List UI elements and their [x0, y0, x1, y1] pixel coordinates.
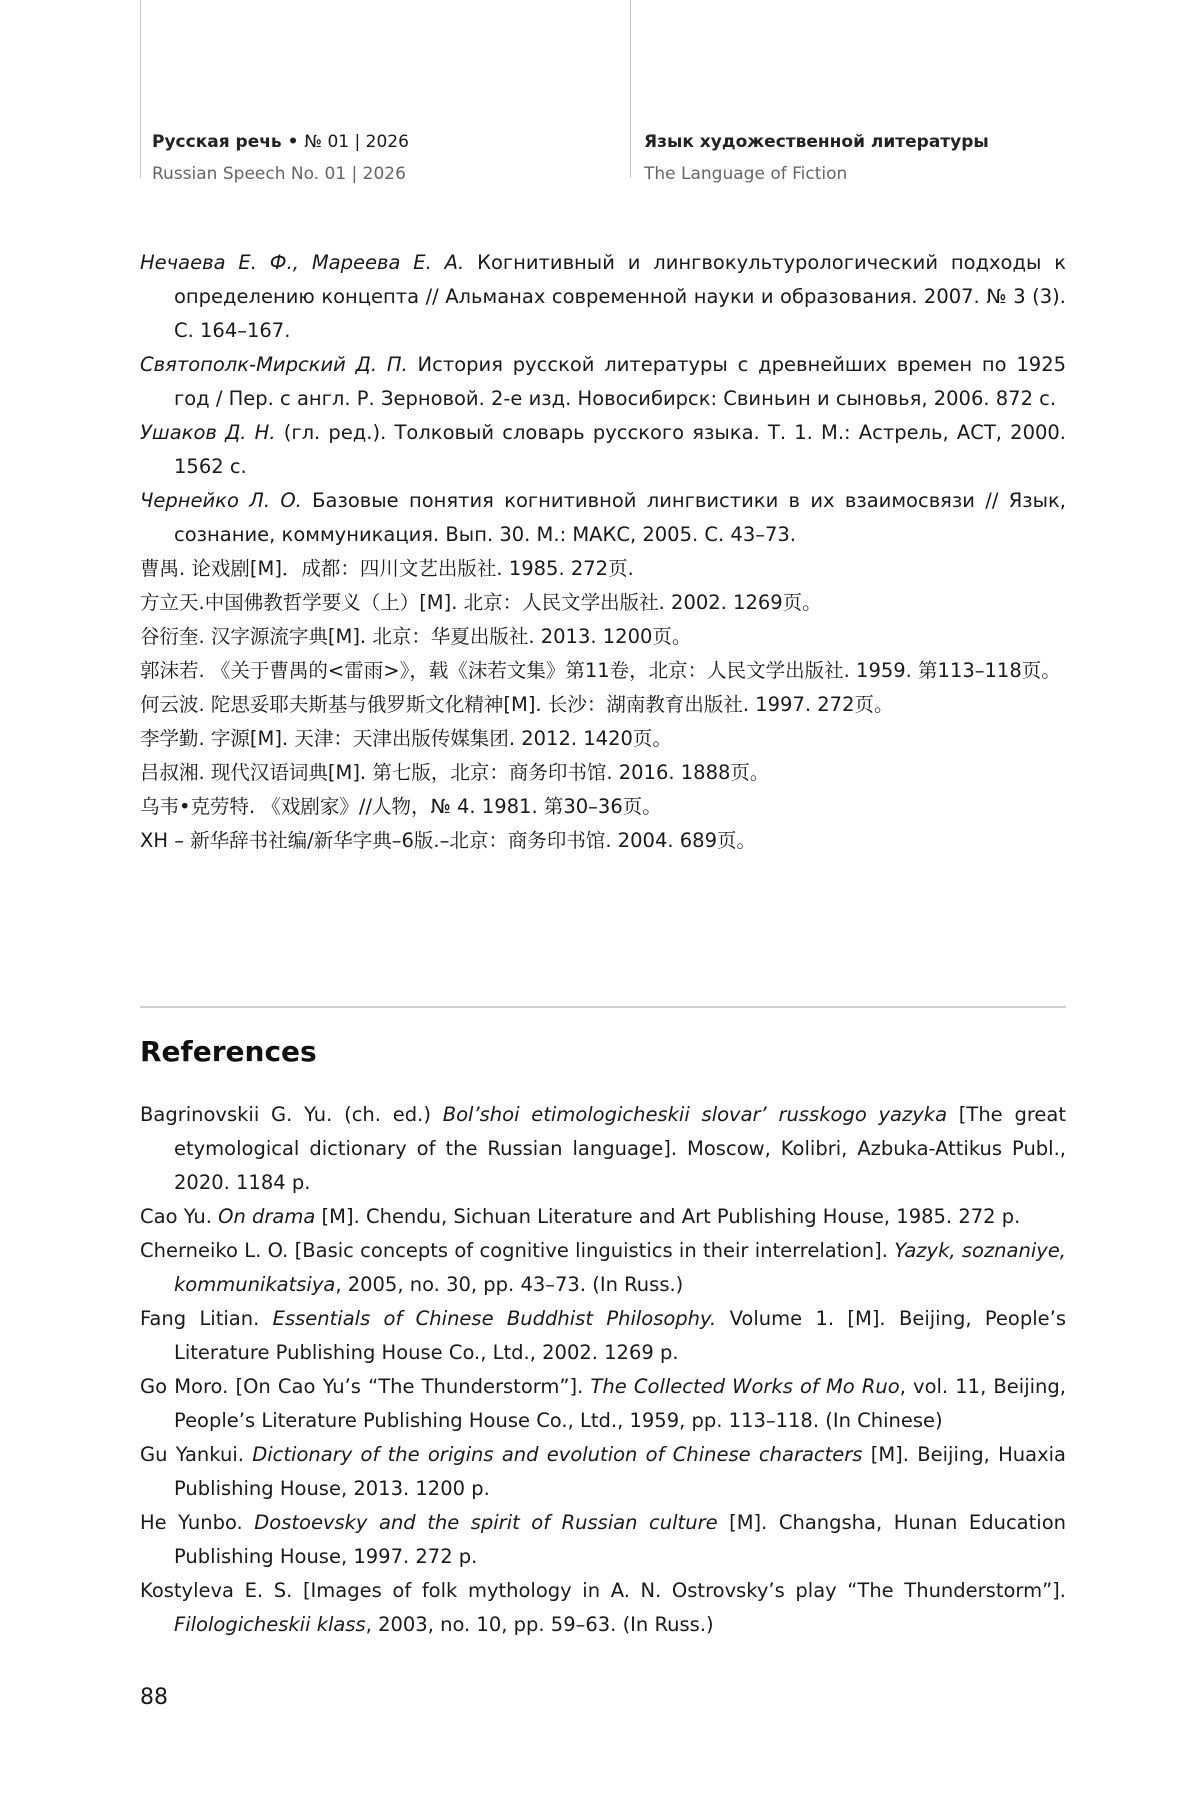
bibliography-entry: XH – 新华辞书社编/新华字典–6版.–北京：商务印书馆. 2004. 689页。 [140, 829, 756, 852]
reference-entry: Cherneiko L. O. [Basic concepts of cognitive linguistics in their interrelation]. Yazyk, soznaniye, kommunikatsiya, 2005, no. 30, pp. 43–73. (In Russ.) [140, 1239, 1066, 1296]
bibliography-entry: Святополк-Мирский Д. П. История русской литературы с древнейших времен по 1925 год / Пер. с англ. Р. Зерновой. 2-е изд. Новосибирск: Свиньин и сыновья, 2006. 872 с. [140, 353, 1067, 410]
journal-title-en: Russian Speech No. 01 | 2026 [152, 164, 406, 184]
bibliography-entry: 方立天.中国佛教哲学要义（上）[M]. 北京：人民文学出版社. 2002. 1269页。 [140, 591, 822, 614]
reference-entry: Go Moro. [On Cao Yu’s “The Thunderstorm”]. The Collected Works of Mo Ruo, vol. 11, Beijing, People’s Literature Publishing House Co., Ltd., 1959, pp. 113–118. (In Chinese) [140, 1375, 1066, 1432]
section-name-en: The Language of Fiction [644, 164, 848, 184]
header-right-rule [630, 0, 631, 178]
russian-bibliography [140, 246, 1066, 858]
journal-title: Русская речь [152, 132, 282, 152]
bibliography-entry: 谷衍奎. 汉字源流字典[M]. 北京：华夏出版社. 2013. 1200页。 [140, 625, 692, 648]
running-header-right [644, 126, 989, 190]
bibliography-entry: 吕叔湘. 现代汉语词典[M]. 第七版，北京：商务印书馆. 2016. 1888页。 [140, 761, 770, 784]
bibliography-entry: Чернейко Л. О. Базовые понятия когнитивной лингвистики в их взаимосвязи // Язык, сознание, коммуникация. Вып. 30. М.: МАКС, 2005. С. 43–73. [140, 489, 1066, 546]
references-heading: References [140, 1035, 317, 1068]
reference-entry: He Yunbo. Dostoevsky and the spirit of Russian culture [M]. Changsha, Hunan Education Publishing House, 1997. 272 p. [140, 1511, 1066, 1568]
english-references [140, 1098, 1066, 1642]
bibliography-entry: Нечаева Е. Ф., Мареева Е. А. Когнитивный и лингвокультурологический подходы к определению концепта // Альманах современной науки и образования. 2007. № 3 (3). С. 164–167. [140, 251, 1066, 342]
section-name: Язык художественной литературы [644, 132, 989, 152]
bibliography-entry: 李学勤. 字源[M]. 天津：天津出版传媒集团. 2012. 1420页。 [140, 727, 672, 750]
reference-entry: Fang Litian. Essentials of Chinese Buddhist Philosophy. Volume 1. [M]. Beijing, People’s Literature Publishing House Co., Ltd., 2002. 1269 p. [140, 1307, 1066, 1364]
reference-entry: Bagrinovskii G. Yu. (ch. ed.) Bol’shoi etimologicheskii slovar’ russkogo yazyka [The great etymological dictionary of the Russian language]. Moscow, Kolibri, Azbuka-Attikus Publ., 2020. 1184 p. [140, 1103, 1067, 1194]
bibliography-entry: Ушаков Д. Н. (гл. ред.). Толковый словарь русского языка. Т. 1. М.: Астрель, АСТ, 2000. 1562 с. [140, 421, 1066, 478]
reference-entry: Kostyleva E. S. [Images of folk mythology in A. N. Ostrovsky’s play “The Thunderstorm”]. Filologicheskii klass, 2003, no. 10, pp. 59–63. (In Russ.) [140, 1579, 1066, 1636]
running-header-left [152, 126, 409, 190]
journal-issue: № 01 | 2026 [304, 132, 409, 152]
bibliography-entry: 乌韦•克劳特. 《戏剧家》//人物，№ 4. 1981. 第30–36页。 [140, 795, 662, 818]
page-number: 88 [140, 1685, 168, 1710]
bibliography-entry: 曹禺. 论戏剧[M]．成都：四川文艺出版社. 1985. 272页. [140, 557, 634, 580]
bibliography-entry: 郭沫若. 《关于曹禺的<雷雨>》，载《沫若文集》第11卷，北京：人民文学出版社. 1959. 第113–118页。 [140, 659, 1061, 682]
section-divider [140, 1006, 1066, 1008]
reference-entry: Cao Yu. On drama [M]. Chendu, Sichuan Literature and Art Publishing House, 1985. 272 p. [140, 1205, 1021, 1228]
bibliography-entry: 何云波. 陀思妥耶夫斯基与俄罗斯文化精神[M]. 长沙：湖南教育出版社. 1997. 272页。 [140, 693, 894, 716]
bullet-separator: • [281, 132, 305, 152]
reference-entry: Gu Yankui. Dictionary of the origins and evolution of Chinese characters [M]. Beijing, Huaxia Publishing House, 2013. 1200 p. [140, 1443, 1066, 1500]
header-left-rule [140, 0, 141, 178]
